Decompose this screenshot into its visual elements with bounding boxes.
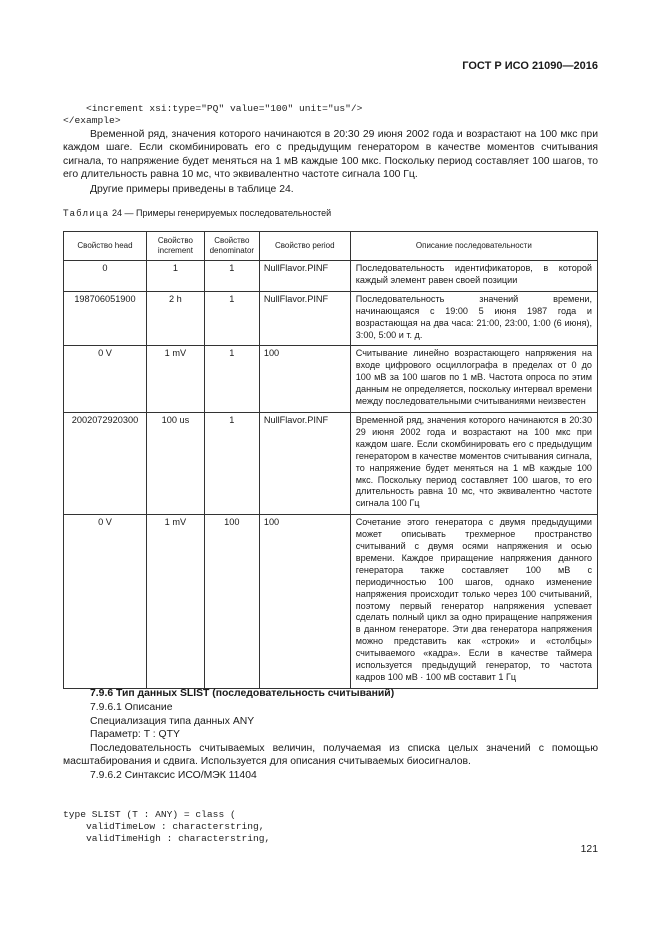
cell-description: Считывание линейно возрастающего напряжения на входе цифрового осциллографа в пределах от 0 до 100 мВ за 100 шагов по 1 мВ. Частота опроса по этим данным не определяется, поскольку интервал времени между последовательными считываниями неизвестен	[350, 346, 597, 413]
table-header-row	[64, 232, 598, 261]
cell-period: NullFlavor.PINF	[259, 291, 350, 346]
code-top	[63, 91, 362, 127]
table-row	[64, 412, 598, 514]
subsection-syntax: 7.9.6.2 Синтаксис ИСО/МЭК 11404	[90, 770, 257, 781]
header-cell: Свойство head	[64, 232, 147, 261]
cell-denominator: 1	[204, 291, 259, 346]
header-cell: Описание последовательности	[350, 232, 597, 261]
header-cell: Свойство denominator	[204, 232, 259, 261]
cell-period: 100	[259, 515, 350, 689]
intro-paragraph: Временной ряд, значения которого начинаются в 20:30 29 июня 2002 года и возрастают на 100 мкс при каждом шаге. Если скомбинировать его с предыдущим генератором в качестве моментов считывания сигнала, то напряжение будет меняться на 1 мВ каждые 100 мкс. Поскольку период составляет 100 шагов, то его длительность равна 10 мс, что эквивалентно частоте сигнала 100 Гц.	[63, 129, 598, 181]
cell-head: 0 V	[64, 515, 147, 689]
code-line: type SLIST (T : ANY) = class (	[63, 809, 236, 820]
page-number: 121	[580, 844, 598, 855]
table-caption	[63, 208, 331, 218]
cell-head: 198706051900	[64, 291, 147, 346]
cell-description: Последовательность идентификаторов, в которой каждый элемент равен своей позиции	[350, 261, 597, 292]
cell-period: NullFlavor.PINF	[259, 412, 350, 514]
cell-head: 0	[64, 261, 147, 292]
section-title: 7.9.6 Тип данных SLIST (последовательность считываний)	[90, 688, 395, 699]
code-line: validTimeHigh : characterstring,	[63, 833, 271, 844]
table-row	[64, 346, 598, 413]
parameter-text: Параметр: T : QTY	[90, 729, 180, 740]
cell-increment: 1	[146, 261, 204, 292]
cell-denominator: 100	[204, 515, 259, 689]
cell-description: Последовательность значений времени, начинающаяся с 19:00 5 июня 1987 года и возрастающая на два часа: 21:00, 23:00, 1:00 (6 июня), 3:00, 5:00 и т. д.	[350, 291, 597, 346]
cell-increment: 1 mV	[146, 515, 204, 689]
code-bottom	[63, 797, 270, 845]
header-cell: Свойство period	[259, 232, 350, 261]
table-row	[64, 515, 598, 689]
code-line: </example>	[63, 115, 121, 126]
table-row	[64, 261, 598, 292]
cell-head: 2002072920300	[64, 412, 147, 514]
section-description: Последовательность считываемых величин, получаемая из списка целых значений с помощью масштабирования и сдвига. Используется для описания считываемых биосигналов.	[63, 743, 598, 768]
cell-description: Временной ряд, значения которого начинаются в 20:30 29 июня 2002 года и возрастают на 100 мкс при каждом шаге. Если скомбинировать его с предыдущим генератором в качестве моментов считывания сигнала, то напряжение будет меняться на 1 мВ каждые 100 мкс. Поскольку период составляет 100 шагов, то его длительность равна 10 мс, что эквивалентно частоте сигнала 100 Гц	[350, 412, 597, 514]
code-line: validTimeLow : characterstring,	[63, 821, 265, 832]
caption-label: Таблица	[63, 208, 110, 218]
cell-denominator: 1	[204, 412, 259, 514]
sequences-table	[63, 231, 598, 689]
cell-denominator: 1	[204, 346, 259, 413]
cell-increment: 2 h	[146, 291, 204, 346]
code-line: <increment xsi:type="PQ" value="100" unit="us"/>	[63, 103, 363, 114]
cell-increment: 1 mV	[146, 346, 204, 413]
header-cell: Свойство increment	[146, 232, 204, 261]
caption-text: 24 — Примеры генерируемых последовательностей	[109, 208, 332, 218]
cell-increment: 100 us	[146, 412, 204, 514]
cell-description: Сочетание этого генератора с двумя предыдущими может описывать трехмерное пространство считываний с двумя осями напряжения и осью времени. Каждое приращение напряжения данного генератора также составляет 100 мВ с периодичностью 100 шагов, однако изменение напряжения происходит только через 100 считываний, поэтому первый генератор напряжения успевает сделать полный цикл за одно приращение напряжения в данном генераторе. Эти два генератора напряжения можно представить как «строки» и «столбцы» считываемого «кадра». Если в качестве таймера используется предыдущий генератор, то частота кадров 100 мВ · 100 мВ составит 1 Гц	[350, 515, 597, 689]
specialization-text: Специализация типа данных ANY	[90, 716, 255, 727]
table-row	[64, 291, 598, 346]
cell-period: NullFlavor.PINF	[259, 261, 350, 292]
cell-period: 100	[259, 346, 350, 413]
document-header: ГОСТ Р ИСО 21090—2016	[462, 60, 598, 72]
subsection-description: 7.9.6.1 Описание	[90, 702, 173, 713]
cell-head: 0 V	[64, 346, 147, 413]
cell-denominator: 1	[204, 261, 259, 292]
intro-more: Другие примеры приведены в таблице 24.	[90, 184, 294, 195]
